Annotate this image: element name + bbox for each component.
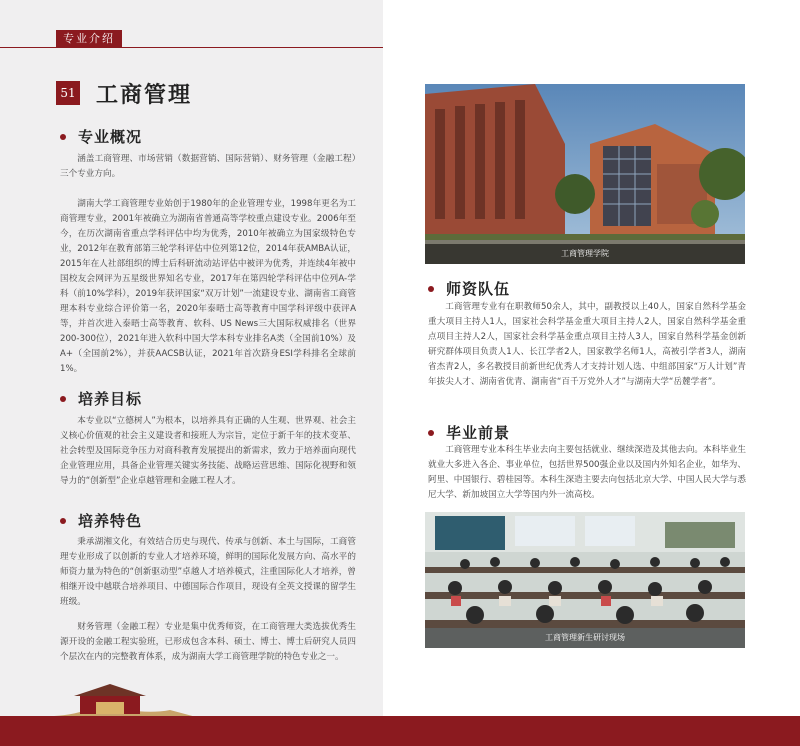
career-paragraph: 工商管理专业本科生毕业去向主要包括就业、继续深造及其他去向。本科毕业生就业大多进入各企、事业单位，包括世界500强企业以及国内外知名企业，如华为、阿里、中国银行、碧桂园等。本科生深造主要去向包括北京大学、中国人民大学与悉尼大学、新加坡国立大学等国内外一流高校。 (428, 445, 746, 500)
feature-paragraph-2: 财务管理（金融工程）专业是集中优秀师资，在工商管理大类选拔优秀生源开设的金融工程实验班，已形成包含本科、硕士、博士、博士后研究人员四个层次在内的完整教育体系，成为湖南大学工商管理学院的特色专业之一。 (60, 622, 356, 662)
overview-paragraph-2: 湖南大学工商管理专业始创于1980年的企业管理专业，1998年更名为工商管理专业，2001年被确立为湖南省普通高等学校重点建设专业。2006年至今，在历次湖南省重点学科评估中均为优秀，2010年被确立为国家级特色专业，2012年在教育部第三轮学科评估中位列第12位，2014年获AMBA认证，2015年在人社部组织的博士后科研流动站评估中被评为优秀，并连续4年被中国校友会网评为五星级世界知名专业，2017年在第四轮学科评估中位列A-学科（前10%学科），2019年获评国家“双万计划”一流建设专业、湖南省工商管理本科专业综合评价第一名，2020年泰晤士高等教育中国学科评级中获评A等，并首次进入泰晤士高等教育、软科、US News三大国际权威排名（世界200-300位），2021年进入软科中国大学本科专业排名A类（全国前10%）及A+（全国前2%），并获AACSB认证，2021年首次跻身ESI学科排名全球前1%。 (60, 199, 356, 374)
bullet-icon (428, 430, 434, 436)
career-title: 毕业前景 (446, 424, 511, 442)
bullet-icon (428, 286, 434, 292)
overview-paragraph-1: 涵盖工商管理、市场营销（数据营销、国际营销）、财务管理（金融工程）三个专业方向。 (60, 154, 356, 179)
overview-title: 专业概况 (78, 128, 143, 146)
faculty-heading (428, 278, 510, 299)
faculty-paragraph: 工商管理专业有在职教师50余人，其中，副教授以上40人，国家自然科学基金重大项目主持人1人，国家社会科学基金重大项目主持人2人，国家自然科学基金重点项目主持人2人，国家社会科学基金重点项目主持人3人，国家自然科学基金创新研究群体项目负责人1人、长江学者2人，国家教学名师1人，高被引学者3人，湖南省杰青2人，多名教授目前新世纪优秀人才支持计划人选、中组部国家“万人计划”青年拔尖人才、湖南省优青、湖南省“百千万党外人才”与湖南大学“岳麓学者”。 (428, 302, 746, 387)
building-illustration (425, 84, 745, 264)
goal-paragraph: 本专业以“立德树人”为根本，以培养具有正确的人生观、世界观、社会主义核心价值观的社会主义建设者和接班人为宗旨，定位于新千年的技术变革、社会转型及国际竞争压力对商科教育发展提出的新需求，致力于培养面向现代企业管理应用，具备企业管理关键实务技能、战略运营思维、国际化视野和领导力的“创新型”企业卓越管理和金融工程人才。 (60, 416, 356, 486)
classroom-caption: 工商管理新生研讨现场 (425, 628, 745, 648)
building-caption: 工商管理学院 (425, 244, 745, 264)
faculty-title: 师资队伍 (446, 280, 511, 298)
goal-heading (60, 388, 142, 409)
overview-heading (60, 126, 142, 147)
career-heading (428, 422, 510, 443)
bullet-icon (60, 396, 66, 402)
major-number: 51 (56, 81, 80, 105)
section-tag: 专业介绍 (56, 30, 122, 47)
feature-title: 培养特色 (78, 512, 143, 530)
bottom-band (0, 716, 800, 746)
feature-heading (60, 510, 142, 531)
header-rule (0, 47, 383, 48)
bullet-icon (60, 518, 66, 524)
building-photo (425, 84, 745, 264)
bullet-icon (60, 134, 66, 140)
classroom-photo (425, 512, 745, 648)
goal-title: 培养目标 (78, 390, 143, 408)
page-title: 工商管理 (96, 83, 193, 108)
feature-paragraph-1: 秉承湖湘文化，有效结合历史与现代、传承与创新、本土与国际，工商管理专业形成了以创新的专业人才培养环境，鲜明的国际化发展方向、高水平的师资力量为特色的“创新驱动型”卓越人才培养模式，注重国际化人才培养，曾相继开设中越联合培养项目、中德国际合作项目，现设有全英文授课的留学生班级。 (60, 537, 356, 607)
